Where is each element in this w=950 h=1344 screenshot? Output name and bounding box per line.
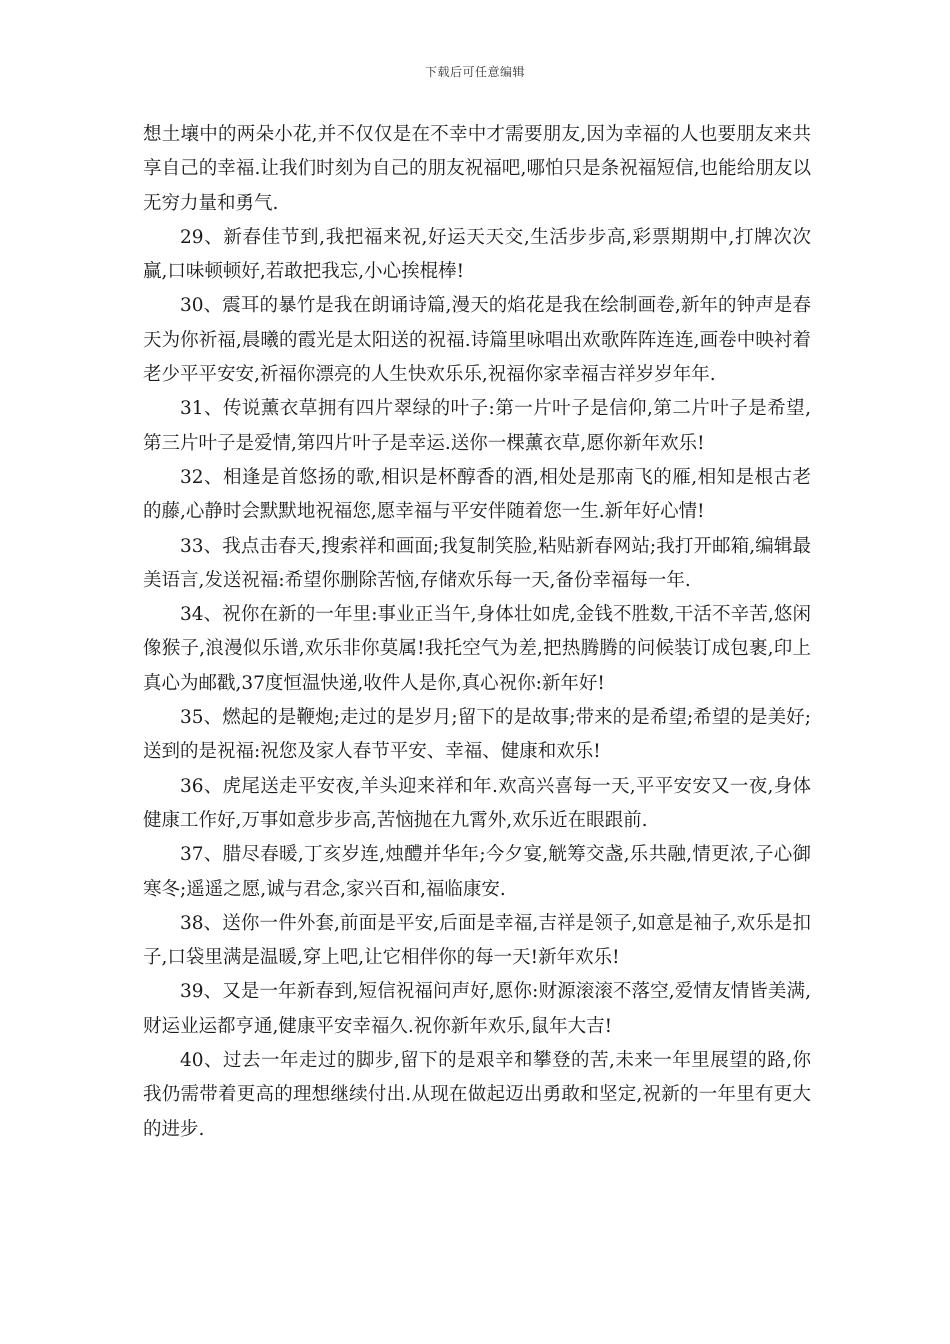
paragraph: 想土壤中的两朵小花,并不仅仅是在不幸中才需要朋友,因为幸福的人也要朋友来共享自己的幸福.让我们时刻为自己的朋友祝福吧,哪怕只是条祝福短信,也能给朋友以无穷力量和勇气. [143,124,811,214]
paragraph: 37、腊尽春暖,丁亥岁连,烛醴并华年;今夕宴,觥筹交盏,乐共融,情更浓,子心御寒冬;遥遥之愿,诚与君念,家兴百和,福临康安. [143,844,811,900]
paragraph: 36、虎尾送走平安夜,羊头迎来祥和年.欢高兴喜每一天,平平安安又一夜,身体健康工作好,万事如意步步高,苦恼抛在九霄外,欢乐近在眼跟前. [143,775,811,831]
paragraph: 33、我点击春天,搜索祥和画面;我复制笑脸,粘贴新春网站;我打开邮箱,编辑最美语言,发送祝福:希望你删除苦恼,存储欢乐每一天,备份幸福每一年. [143,535,811,591]
document-body [143,118,811,1147]
paragraph: 29、新春佳节到,我把福来祝,好运天天交,生活步步高,彩票期期中,打牌次次赢,口味顿顿好,若敢把我忘,小心挨棍棒! [143,226,811,283]
paragraph: 34、祝你在新的一年里:事业正当午,身体壮如虎,金钱不胜数,干活不辛苦,悠闲像猴子,浪漫似乐谱,欢乐非你莫属!我托空气为差,把热腾腾的问候装订成包裹,印上真心为邮戳,37度恒温快递,收件人是你,真心祝你:新年好! [143,604,811,694]
paragraph: 38、送你一件外套,前面是平安,后面是幸福,吉祥是领子,如意是袖子,欢乐是扣子,口袋里满是温暖,穿上吧,让它相伴你的每一天!新年欢乐! [143,912,811,969]
page-header: 下载后可任意编辑 [424,65,525,79]
paragraph: 31、传说薰衣草拥有四片翠绿的叶子:第一片叶子是信仰,第二片叶子是希望,第三片叶子是爱情,第四片叶子是幸运.送你一棵薰衣草,愿你新年欢乐! [143,398,811,454]
paragraph: 40、过去一年走过的脚步,留下的是艰辛和攀登的苦,未来一年里展望的路,你我仍需带着更高的理想继续付出.从现在做起迈出勇敢和坚定,祝新的一年里有更大的进步. [143,1050,811,1140]
paragraph: 32、相逢是首悠扬的歌,相识是杯醇香的酒,相处是那南飞的雁,相知是根古老的藤,心静时会默默地祝福您,愿幸福与平安伴随着您一生.新年好心情! [143,466,811,523]
paragraph: 39、又是一年新春到,短信祝福问声好,愿你:财源滚滚不落空,爱情友情皆美满,财运业运都亨通,健康平安幸福久.祝你新年欢乐,鼠年大吉! [143,981,811,1037]
paragraph: 35、燃起的是鞭炮;走过的是岁月;留下的是故事;带来的是希望;希望的是美好;送到的是祝福:祝您及家人春节平安、幸福、健康和欢乐! [143,707,811,763]
paragraph: 30、震耳的暴竹是我在朗诵诗篇,漫天的焰花是我在绘制画卷,新年的钟声是春天为你祈福,晨曦的霞光是太阳送的祝福.诗篇里咏唱出欢歌阵阵连连,画卷中映衬着老少平平安安,祈福你漂亮的人生快欢乐乐,祝福你家幸福吉祥岁岁年年. [143,295,811,386]
